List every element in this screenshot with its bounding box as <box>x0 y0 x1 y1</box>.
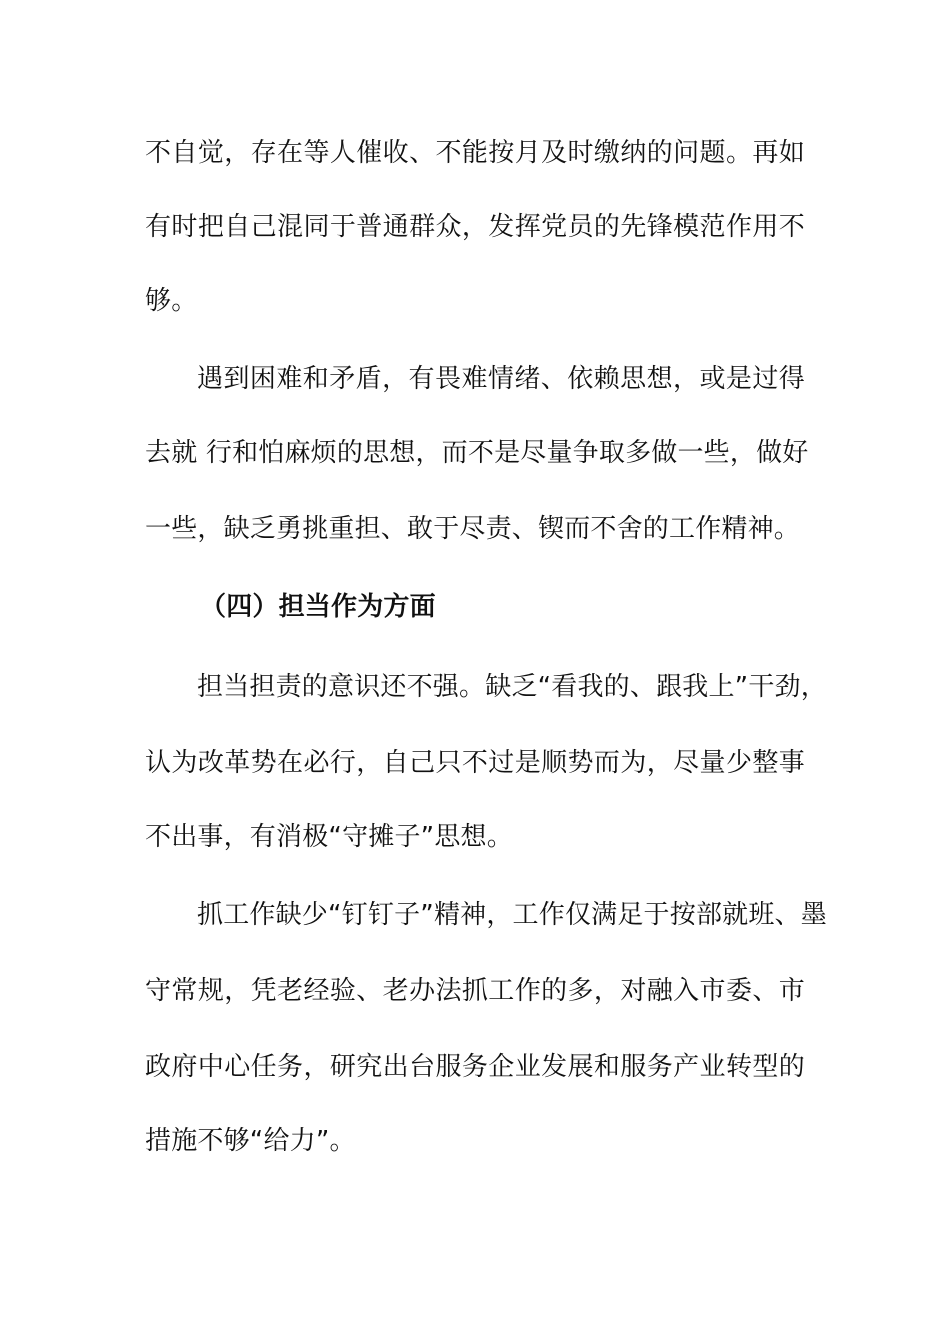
paragraph-2-line-3: 一些，缺乏勇挑重担、敢于尽责、锲而不舍的工作精神。 <box>145 514 801 544</box>
paragraph-4-line-1: 抓工作缺少“钉钉子”精神，工作仅满足于按部就班、墨 <box>197 900 827 930</box>
paragraph-3-line-2: 认为改革势在必行，自己只不过是顺势而为，尽量少整事 <box>145 748 805 778</box>
paragraph-1-line-2: 有时把自己混同于普通群众，发挥党员的先锋模范作用不 <box>145 212 805 242</box>
paragraph-1-line-1: 不自觉，存在等人催收、不能按月及时缴纳的问题。再如 <box>145 138 805 168</box>
paragraph-4-line-4: 措施不够“给力”。 <box>145 1126 356 1156</box>
paragraph-1-line-3: 够。 <box>145 286 198 316</box>
section-heading: （四）担当作为方面 <box>200 592 436 622</box>
paragraph-4-line-3: 政府中心任务，研究出台服务企业发展和服务产业转型的 <box>145 1052 805 1082</box>
paragraph-2-line-2: 去就 行和怕麻烦的思想，而不是尽量争取多做一些，做好 <box>145 438 809 468</box>
paragraph-3-line-3: 不出事，有消极“守摊子”思想。 <box>145 822 513 852</box>
paragraph-4-line-2: 守常规，凭老经验、老办法抓工作的多，对融入市委、市 <box>145 976 805 1006</box>
paragraph-2-line-1: 遇到困难和矛盾，有畏难情绪、依赖思想，或是过得 <box>197 364 805 394</box>
paragraph-3-line-1: 担当担责的意识还不强。缺乏“看我的、跟我上”干劲， <box>197 672 827 702</box>
